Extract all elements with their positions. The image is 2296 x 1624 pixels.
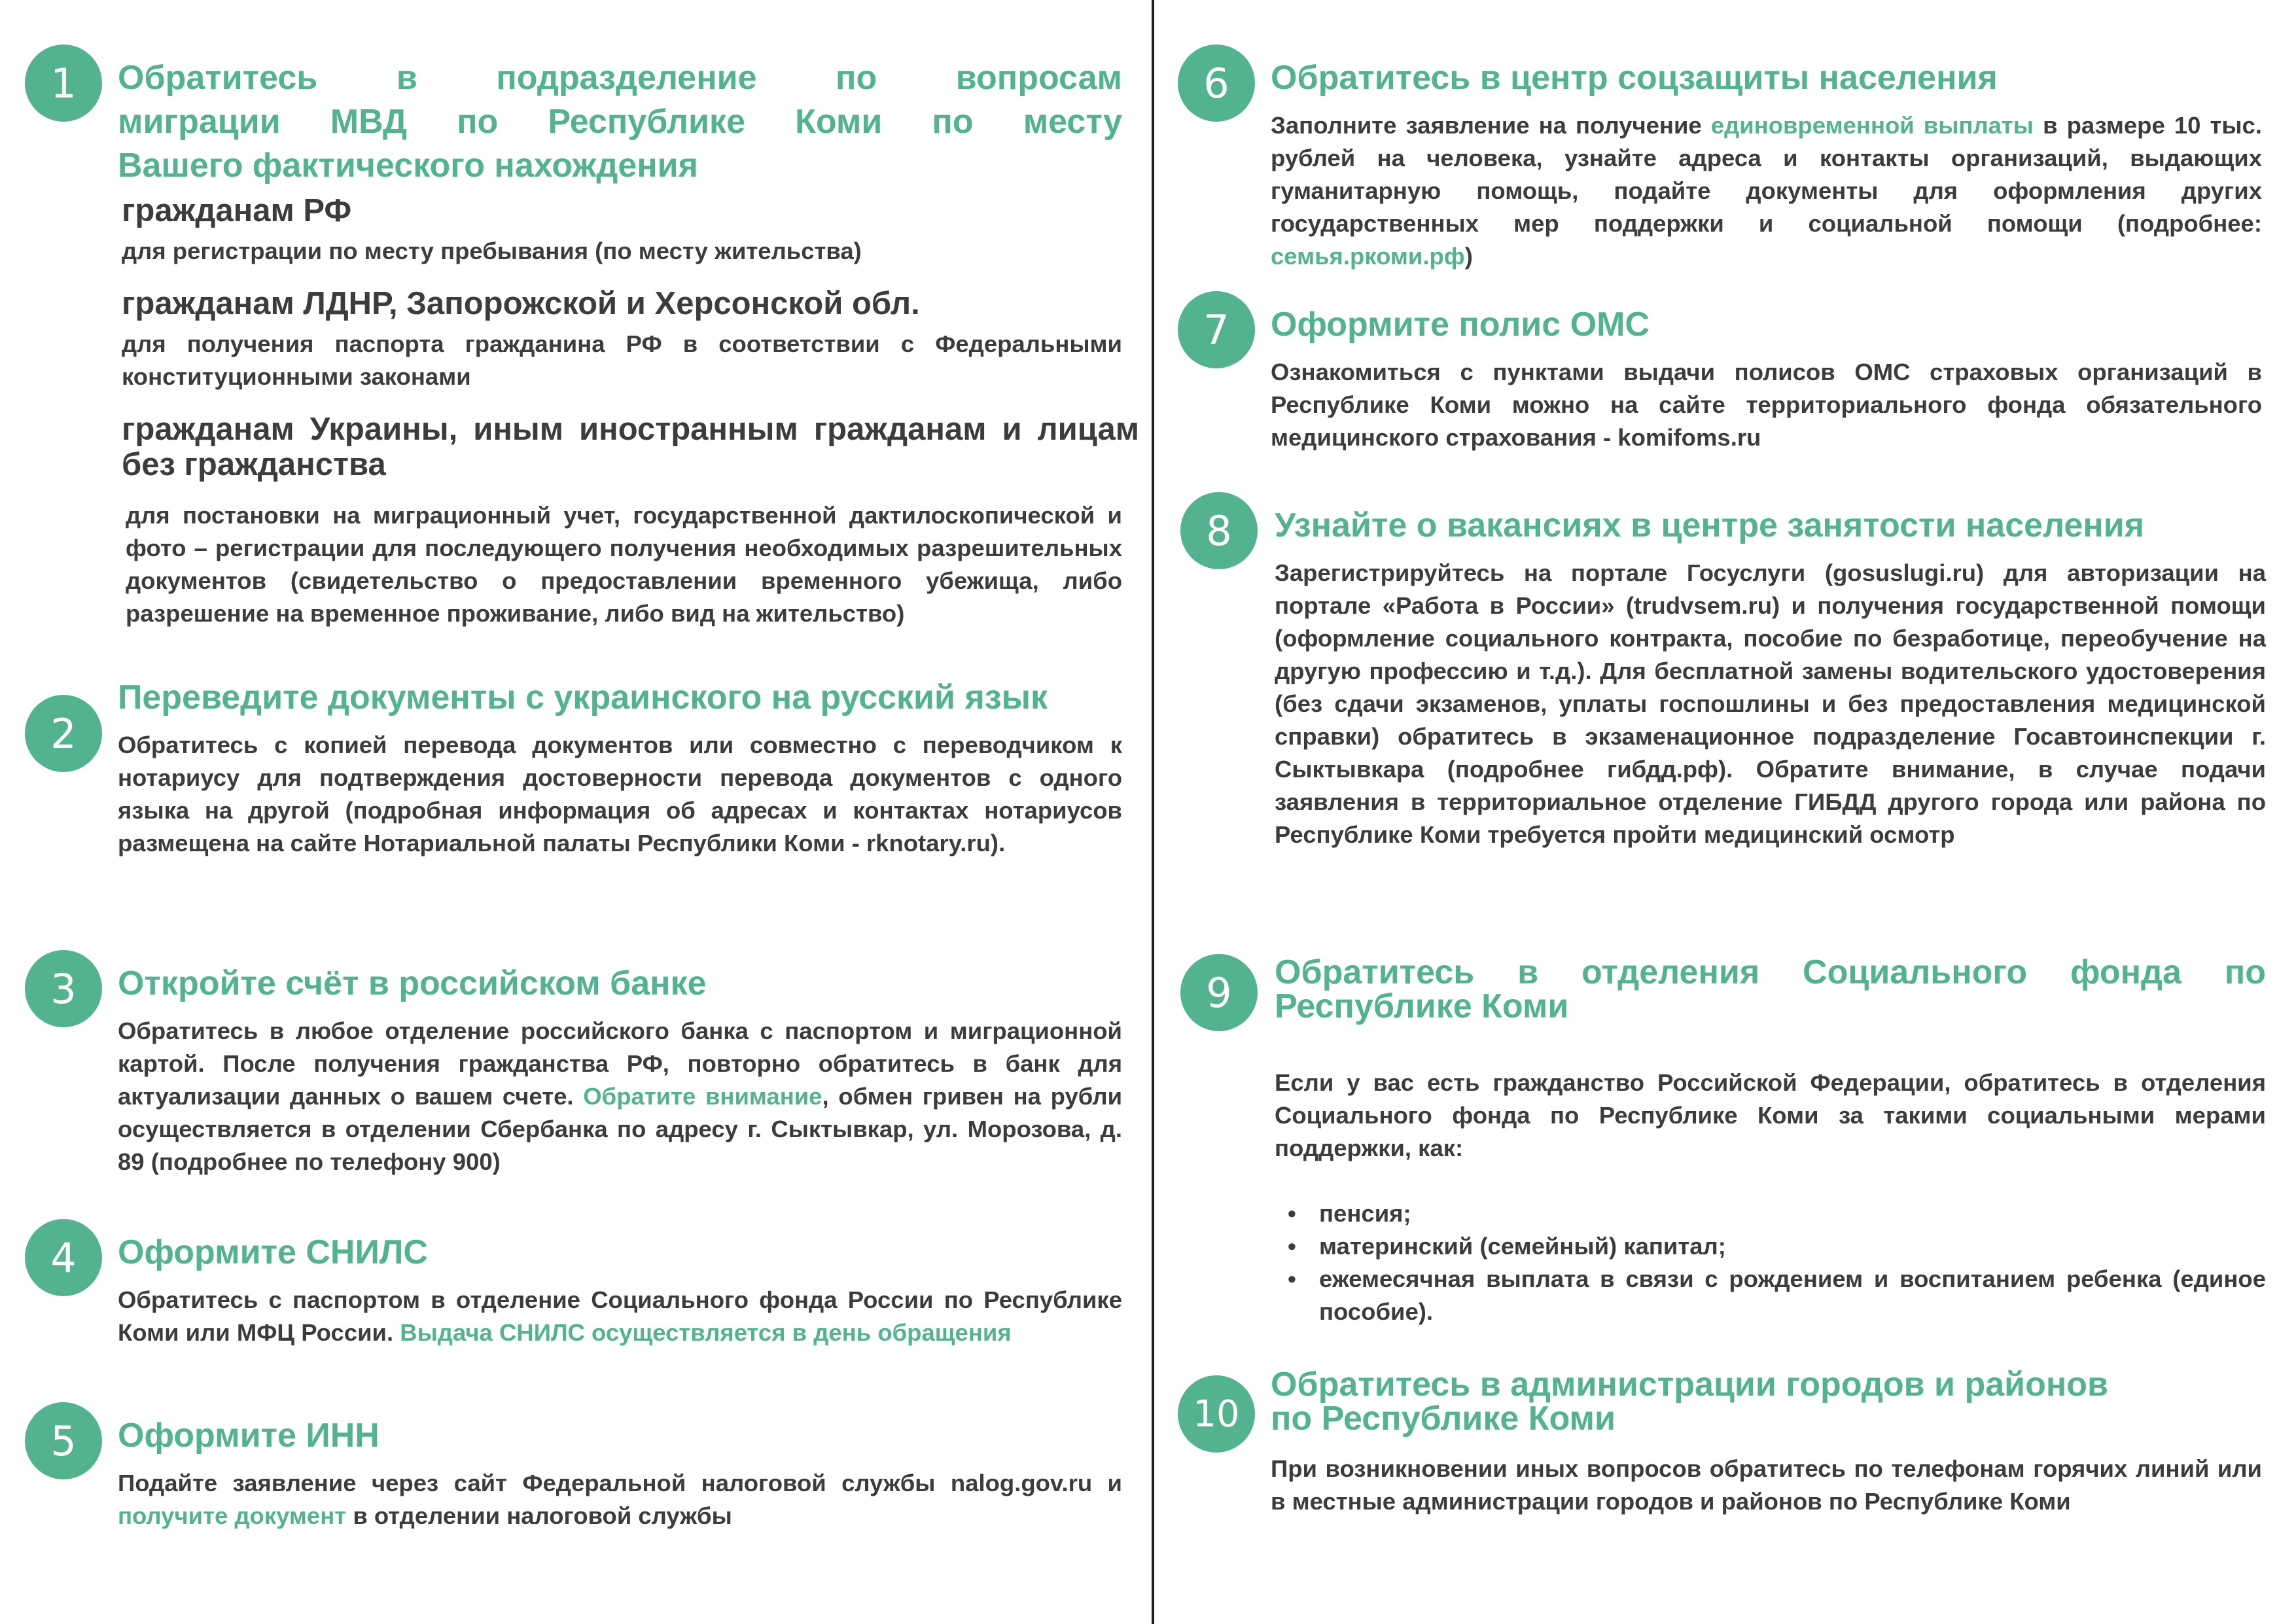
step-number-badge: 8	[1180, 492, 1258, 569]
section-text: Подайте заявление через сайт Федеральной налоговой службы nalog.gov.ru и получите документ в отделении налоговой службы	[118, 1470, 1122, 1529]
step-number-badge: 1	[25, 44, 102, 122]
list-item: • пенсия;	[1319, 1197, 2266, 1230]
highlight-note: Обратите внимание	[583, 1083, 822, 1110]
column-divider	[1152, 0, 1154, 1624]
group-text-rf-citizens: для регистрации по месту пребывания (по месту жительства)	[122, 238, 862, 264]
section-text: Обратитесь в любое отделение российского банка с паспортом и миграционной картой. После получения гражданства РФ, повторно обратитесь в банк для актуализации данных о вашем счете. Обратите внимание, обмен гривен на рубли осуществляется в отделении Сбербанка по адресу г. Сыктывкар, ул. Морозова, д. 89 (подробнее по телефону 900)	[118, 1017, 1123, 1175]
highlight-payment: единовременной выплаты	[1710, 112, 2034, 139]
section-text: Зарегистрируйтесь на портале Госуслуги (gosuslugi.ru) для авторизации на портале «Работа в России» (trudvsem.ru) и получения государственной помощи (оформление социального контракта, пособие по безработице, переобучение на другую профессию и т.д.). Для бесплатной замены водительского удостоверения (без сдачи экзаменов, уплаты госпошлины и без предоставления медицинской справки) обратитесь в экзаменационное подразделение Госавтоинспекции г. Сыктывкара (подробнее гибдд.рф). Обратите внимание, в случае подачи заявления в территориальное отделение ГИБДД другого города или района по Республике Коми требуется пройти медицинский осмотр	[1275, 559, 2266, 848]
section-title: Обратитесь в администрации городов и районов по Республике Коми	[1271, 1366, 2109, 1438]
highlight-note: получите документ	[118, 1502, 347, 1529]
section-title: Обратитесь в подразделение по вопросам миграции МВД по Республике Коми по месту Вашего фактического нахождения	[118, 59, 1122, 185]
section-text: При возникновении иных вопросов обратитесь по телефонам горячих линий или в местные администрации городов и районов по Республике Коми	[1271, 1455, 2262, 1515]
step-number-badge: 5	[25, 1402, 102, 1479]
group-title-rf-citizens: гражданам РФ	[122, 193, 352, 228]
section-text: Обратитесь с копией перевода документов или совместно с переводчиком к нотариусу для подтверждения достоверности перевода документов с одного языка на другой (подробная информация об адресах и контактах нотариусов размещена на сайте Нотариальной палаты Республики Коми - rknotary.ru).	[118, 732, 1122, 856]
list-item: • ежемесячная выплата в связи с рождением и воспитанием ребенка (единое пособие).	[1319, 1263, 2266, 1328]
step-number-badge: 10	[1178, 1375, 1255, 1453]
step-number-badge: 4	[25, 1219, 102, 1296]
step-number-badge: 6	[1178, 44, 1255, 122]
group-title-ldnr-citizens: гражданам ЛДНР, Запорожской и Херсонской обл.	[122, 286, 920, 321]
group-text-ldnr-citizens: для получения паспорта гражданина РФ в соответствии с Федеральными конституционными законами	[122, 330, 1122, 390]
section-title: Узнайте о вакансиях в центре занятости населения	[1275, 506, 2145, 544]
section-text: Обратитесь с паспортом в отделение Социального фонда России по Республике Коми или МФЦ России. Выдача СНИЛС осуществляется в день обращения	[118, 1286, 1122, 1346]
step-number-badge: 7	[1178, 291, 1255, 368]
step-number-badge: 3	[25, 950, 102, 1027]
section-title: Откройте счёт в российском банке	[118, 964, 707, 1002]
section-text: Заполните заявление на получение единовременной выплаты в размере 10 тыс. рублей на человека, узнайте адреса и контакты организаций, выдающих гуманитарную помощь, подайте документы для оформления других государственных мер поддержки и социальной помощи (подробнее: семья.ркоми.рф)	[1271, 112, 2262, 270]
section-text: Ознакомиться с пунктами выдачи полисов ОМС страховых организаций в Республике Коми можно на сайте территориального фонда обязательного медицинского страхования - komifoms.ru	[1271, 359, 2262, 451]
section-title: Оформите ИНН	[118, 1417, 380, 1455]
family-site-link[interactable]: семья.ркоми.рф	[1271, 243, 1465, 270]
list-item: • материнский (семейный) капитал;	[1319, 1230, 2266, 1263]
group-text-foreign-citizens: для постановки на миграционный учет, государственной дактилоскопической и фото – регистрации для последующего получения необходимых разрешительных документов (свидетельство о предоставлении временного убежища, либо разрешение на временное проживание, либо вид на жительство)	[126, 502, 1122, 627]
support-measures-list	[1275, 1197, 2266, 1328]
section-title: Оформите СНИЛС	[118, 1233, 428, 1271]
section-title: Обратитесь в центр соцзащиты населения	[1271, 59, 1998, 97]
highlight-note: Выдача СНИЛС осуществляется в день обращения	[400, 1319, 1012, 1346]
step-number-badge: 9	[1180, 954, 1258, 1031]
section-text: Если у вас есть гражданство Российской Федерации, обратитесь в отделения Социального фонда по Республике Коми за такими социальными мерами поддержки, как:	[1275, 1069, 2266, 1161]
section-title: Обратитесь в отделения Социального фонда по Республике Коми	[1275, 953, 2266, 1025]
step-number-badge: 2	[25, 695, 102, 772]
group-title-foreign-citizens: гражданам Украины, иным иностранным гражданам и лицам без гражданства	[122, 412, 1139, 482]
section-title: Оформите полис ОМС	[1271, 306, 1650, 344]
section-title: Переведите документы с украинского на русский язык	[118, 679, 1048, 716]
